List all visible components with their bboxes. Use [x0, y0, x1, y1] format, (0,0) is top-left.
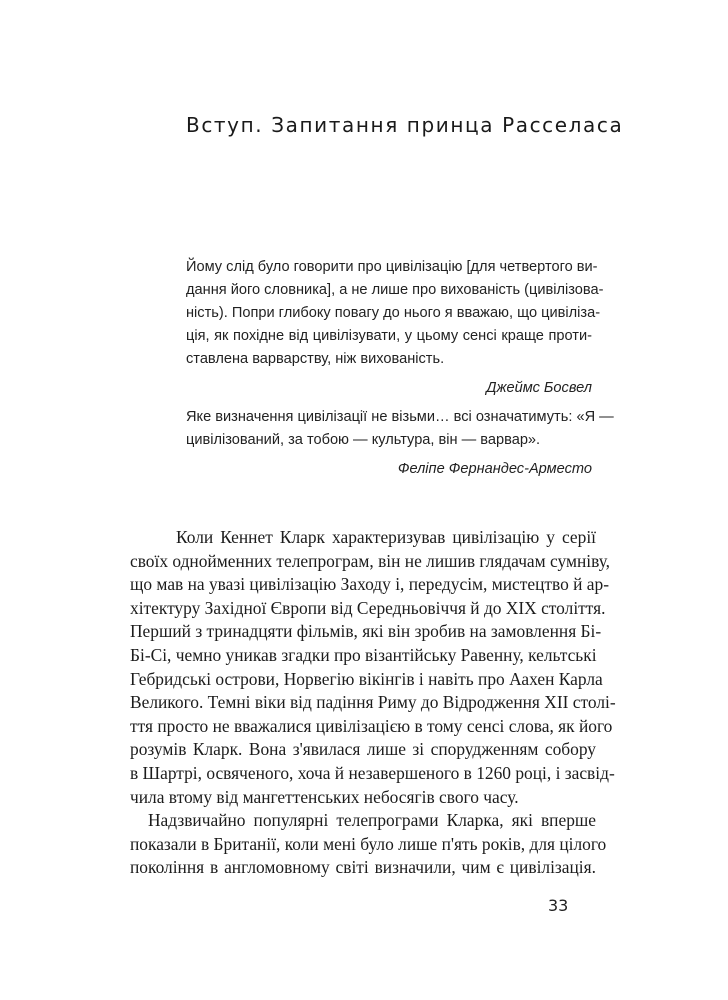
epigraph-line: ція, як похідне від цивілізувати, у цьому сенсі краще проти-: [186, 328, 592, 344]
epigraph-boswell: [186, 256, 604, 400]
body-line: покоління в англомовному світі визначили, чим є цивілізація.: [130, 857, 596, 878]
body-line: Великого. Темні віки від падіння Риму до Відродження XII столі-: [130, 692, 616, 713]
epigraph-line: Яке визначення цивілізації не візьми… всі означатимуть: «Я —: [186, 409, 614, 425]
body-line: що мав на увазі цивілізацію Заходу і, передусім, мистецтво й ар-: [130, 574, 609, 595]
chapter-title: Вступ. Запитання принца Расселаса: [186, 113, 624, 137]
epigraph-line: ність). Попри глибоку повагу до нього я вважаю, що цивіліза-: [186, 305, 601, 321]
epigraph-line: ставлена варварству, ніж вихованість.: [186, 351, 445, 367]
body-line: чила втому від мангеттенських небосягів свого часу.: [130, 786, 519, 807]
body-line: своїх однойменних телепрограм, він не лишив глядачам сумніву,: [130, 550, 611, 571]
epigraph-line: дання його словника], а не лише про вихованість (цивілізова-: [186, 282, 604, 298]
epigraph-author: Джеймс Босвел: [486, 380, 592, 396]
body-line: показали в Британії, коли мені було лише п'ять років, для цілого: [130, 833, 607, 854]
body-line: Бі-Сі, чемно уникав згадки про візантійську Равенну, кельтські: [130, 644, 597, 665]
body-line: розумів Кларк. Вона з'явилася лише зі спорудженням собору: [130, 739, 596, 760]
body-text: [130, 526, 616, 880]
epigraph-fernandez-armesto: [186, 406, 614, 481]
body-line: Перший з тринадцяти фільмів, які він зробив на замовлення Бі-: [130, 621, 602, 642]
epigraph-author: Феліпе Фернандес-Арместо: [397, 461, 592, 477]
page-number: 33: [548, 896, 569, 915]
body-line: Надзвичайно популярні телепрограми Кларка, які вперше: [148, 810, 596, 831]
body-line: в Шартрі, освяченого, хоча й незавершеного в 1260 році, і засвід-: [130, 762, 615, 783]
body-line: ття просто не вважалися цивілізацією в тому сенсі слова, як його: [130, 715, 613, 736]
epigraph-line: цивілізований, за тобою — культура, він — варвар».: [186, 432, 541, 448]
body-line: хітектуру Західної Європи від Середньовіччя й до XIX століття.: [130, 597, 606, 618]
body-line: Коли Кеннет Кларк характеризував цивілізацію у серії: [176, 527, 596, 547]
body-line: Гебридські острови, Норвегію вікінгів і навіть про Аахен Карла: [130, 668, 603, 689]
epigraph-line: Йому слід було говорити про цивілізацію [для четвертого ви-: [186, 259, 598, 275]
